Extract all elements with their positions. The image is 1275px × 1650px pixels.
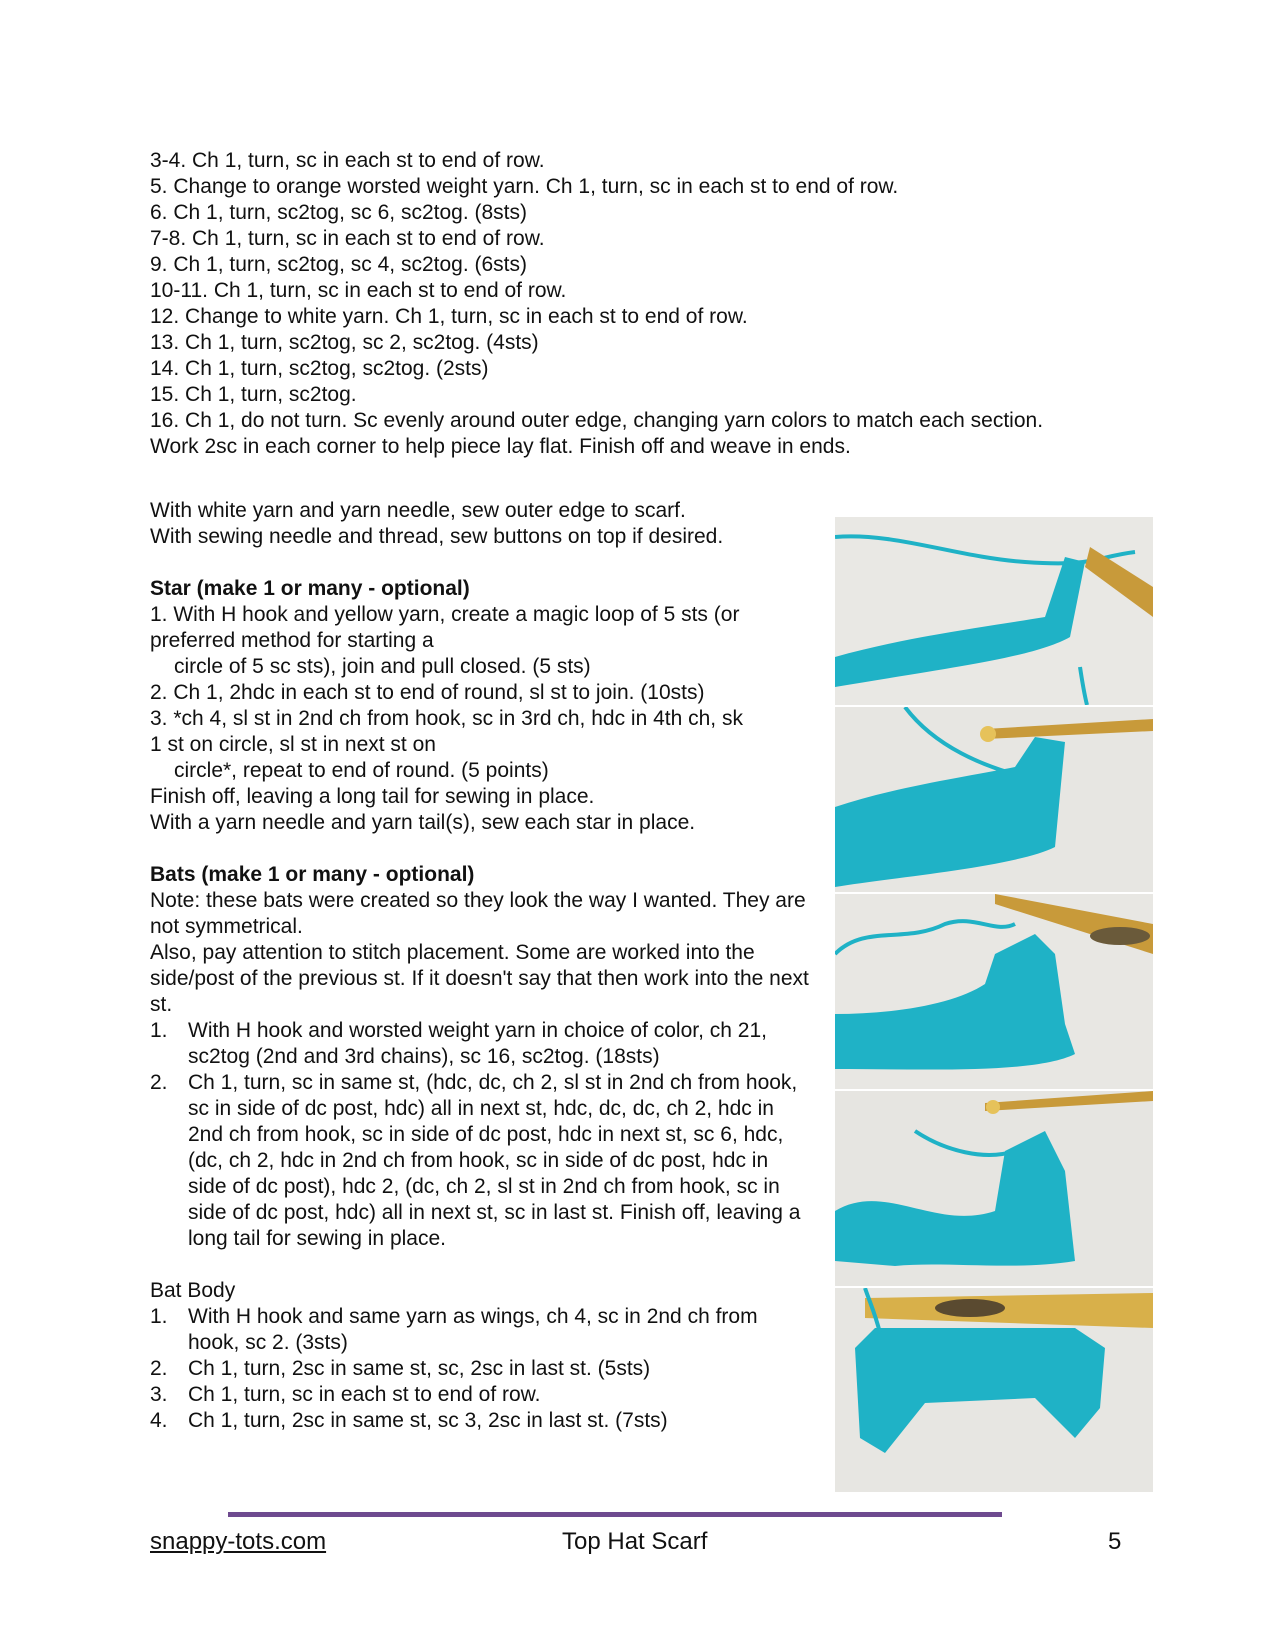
photo-step-2 <box>835 707 1153 892</box>
list-item <box>150 1408 810 1434</box>
finishing-line: With white yarn and yarn needle, sew outer edge to scarf. <box>150 499 686 522</box>
list-text: Ch 1, turn, 2sc in same st, sc, 2sc in last st. (5sts) <box>188 1357 651 1380</box>
star-line: 1 st on circle, sl st in next st on <box>150 733 436 756</box>
left-column <box>150 498 810 1434</box>
star-line: With a yarn needle and yarn tail(s), sew each star in place. <box>150 811 696 834</box>
pattern-rows <box>150 148 1140 460</box>
pattern-row: 12. Change to white yarn. Ch 1, turn, sc in each st to end of row. <box>150 305 748 328</box>
photo-step-5 <box>835 1288 1153 1492</box>
pattern-row: 9. Ch 1, turn, sc2tog, sc 4, sc2tog. (6sts) <box>150 253 527 276</box>
star-line: preferred method for starting a <box>150 629 434 652</box>
list-item <box>150 1356 810 1382</box>
pattern-row: 10-11. Ch 1, turn, sc in each st to end of row. <box>150 279 567 302</box>
footer-title: Top Hat Scarf <box>562 1528 708 1555</box>
bat-body-heading: Bat Body <box>150 1279 236 1302</box>
photo-step-4 <box>835 1091 1153 1286</box>
photo-step-1 <box>835 517 1153 705</box>
star-line: 3. *ch 4, sl st in 2nd ch from hook, sc in 3rd ch, hdc in 4th ch, sk <box>150 707 743 730</box>
list-text: With H hook and worsted weight yarn in choice of color, ch 21, sc2tog (2nd and 3rd chains), sc 16, sc2tog. (18sts) <box>188 1019 767 1068</box>
list-text: Ch 1, turn, sc in each st to end of row. <box>188 1383 541 1406</box>
list-item <box>150 1382 810 1408</box>
crochet-progress-photos <box>835 517 1153 1492</box>
list-item <box>150 1070 810 1252</box>
spacer <box>150 836 810 862</box>
list-number: 2. <box>150 1357 168 1380</box>
footer-site-link[interactable]: snappy-tots.com <box>150 1528 327 1555</box>
list-item <box>150 1304 810 1356</box>
pattern-row: 16. Ch 1, do not turn. Sc evenly around outer edge, changing yarn colors to match each section. <box>150 409 1044 432</box>
page-number: 5 <box>1108 1528 1122 1555</box>
footer-rule <box>228 1512 1002 1517</box>
photo-step-3 <box>835 894 1153 1089</box>
list-text: Ch 1, turn, sc in same st, (hdc, dc, ch 2, sl st in 2nd ch from hook, sc in side of dc post, hdc) all in next st, hdc, dc, dc, ch 2, hdc in 2nd ch from hook, sc in side of dc post, hdc in next st, sc 6, hdc, (dc, ch 2, hdc in 2nd ch from hook, sc in side of dc post, hdc in side of dc post), hdc 2, (dc, ch 2, sl st in 2nd ch from hook, sc in side of dc post, hdc) all in next st, sc in last st. Finish off, leaving a long tail for sewing in place. <box>188 1071 801 1250</box>
spacer <box>150 550 810 576</box>
pattern-row: 7-8. Ch 1, turn, sc in each st to end of row. <box>150 227 545 250</box>
list-number: 2. <box>150 1071 168 1094</box>
star-line: circle*, repeat to end of round. (5 points) <box>174 759 549 782</box>
star-line: 2. Ch 1, 2hdc in each st to end of round, sl st to join. (10sts) <box>150 681 705 704</box>
finishing-line: With sewing needle and thread, sew buttons on top if desired. <box>150 525 724 548</box>
pattern-row: 15. Ch 1, turn, sc2tog. <box>150 383 357 406</box>
star-line: Finish off, leaving a long tail for sewing in place. <box>150 785 595 808</box>
list-text: With H hook and same yarn as wings, ch 4, sc in 2nd ch from hook, sc 2. (3sts) <box>188 1305 758 1354</box>
pattern-row: 5. Change to orange worsted weight yarn. Ch 1, turn, sc in each st to end of row. <box>150 175 899 198</box>
list-number: 4. <box>150 1409 168 1432</box>
spacer <box>150 1252 810 1278</box>
bats-note: Also, pay attention to stitch placement. Some are worked into the side/post of the previous st. If it doesn't say that then work into the next st. <box>150 941 809 1016</box>
bats-note: Note: these bats were created so they look the way I wanted. They are not symmetrical. <box>150 889 806 938</box>
pattern-row: 14. Ch 1, turn, sc2tog, sc2tog. (2sts) <box>150 357 489 380</box>
list-number: 1. <box>150 1305 168 1328</box>
list-item <box>150 1018 810 1070</box>
pattern-row: 13. Ch 1, turn, sc2tog, sc 2, sc2tog. (4sts) <box>150 331 539 354</box>
star-line: 1. With H hook and yellow yarn, create a magic loop of 5 sts (or <box>150 603 740 626</box>
bats-heading: Bats (make 1 or many - optional) <box>150 863 475 886</box>
star-heading: Star (make 1 or many - optional) <box>150 577 470 600</box>
pattern-row: 6. Ch 1, turn, sc2tog, sc 6, sc2tog. (8sts) <box>150 201 527 224</box>
list-text: Ch 1, turn, 2sc in same st, sc 3, 2sc in last st. (7sts) <box>188 1409 668 1432</box>
pattern-row: Work 2sc in each corner to help piece lay flat. Finish off and weave in ends. <box>150 435 851 458</box>
list-number: 1. <box>150 1019 168 1042</box>
star-line: circle of 5 sc sts), join and pull closed. (5 sts) <box>174 655 591 678</box>
pattern-row: 3-4. Ch 1, turn, sc in each st to end of row. <box>150 149 545 172</box>
list-number: 3. <box>150 1383 168 1406</box>
